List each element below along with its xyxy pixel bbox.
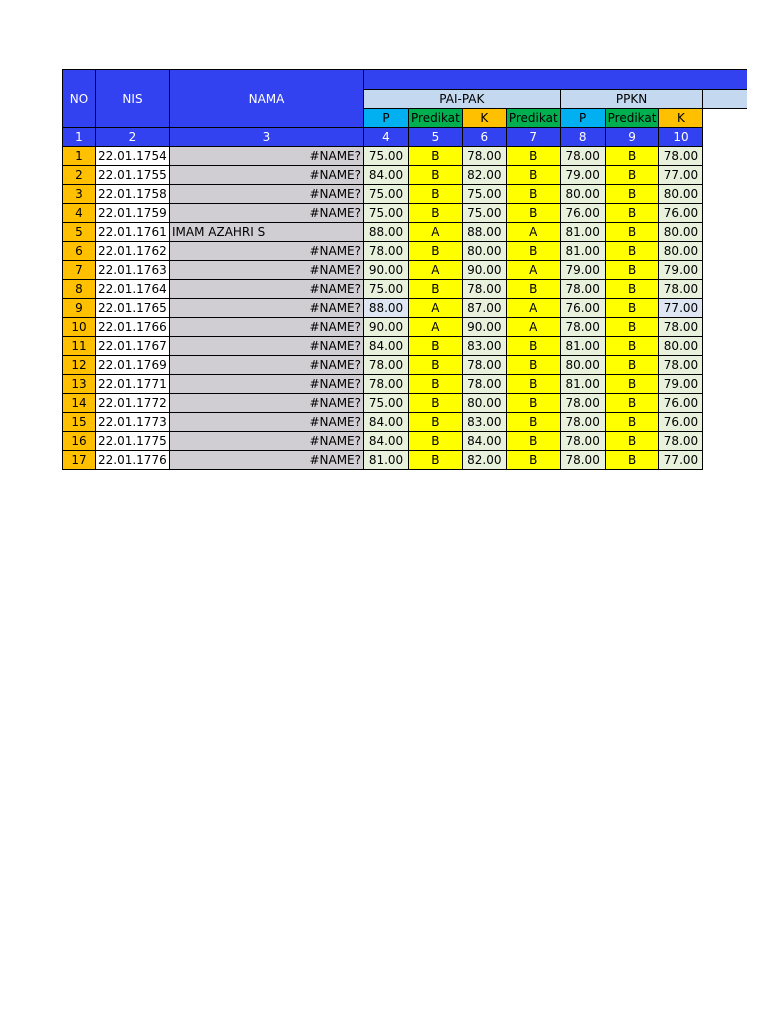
table-row	[63, 394, 747, 413]
score-k-ppkn[interactable]: 77.00	[659, 299, 703, 318]
score-k-pai[interactable]: 82.00	[462, 451, 506, 470]
score-p-pai[interactable]: 78.00	[364, 356, 409, 375]
col-number: 7	[506, 128, 560, 147]
score-p-ppkn[interactable]: 80.00	[560, 356, 605, 375]
col-number: 8	[560, 128, 605, 147]
predikat-k-pai[interactable]: A	[506, 223, 560, 242]
score-p-pai[interactable]: 75.00	[364, 147, 409, 166]
score-k-pai[interactable]: 80.00	[462, 394, 506, 413]
predikat-p-pai[interactable]: B	[409, 375, 463, 394]
empty-cell	[703, 356, 747, 375]
score-p-ppkn[interactable]: 78.00	[560, 451, 605, 470]
predikat-p-pai[interactable]: B	[409, 204, 463, 223]
nis-cell[interactable]: 22.01.1754	[96, 147, 170, 166]
predikat-p-ppkn[interactable]: B	[605, 185, 659, 204]
nis-cell[interactable]: 22.01.1769	[96, 356, 170, 375]
predikat-k-pai[interactable]: B	[506, 432, 560, 451]
score-k-ppkn[interactable]: 80.00	[659, 337, 703, 356]
table-row	[63, 318, 747, 337]
row-number[interactable]: 4	[63, 204, 96, 223]
score-k-ppkn[interactable]: 76.00	[659, 413, 703, 432]
predikat-p-pai[interactable]: A	[409, 299, 463, 318]
score-p-pai[interactable]: 75.00	[364, 185, 409, 204]
score-p-pai[interactable]: 78.00	[364, 375, 409, 394]
nis-cell[interactable]: 22.01.1761	[96, 223, 170, 242]
predikat-k-pai[interactable]: B	[506, 166, 560, 185]
row-number[interactable]: 9	[63, 299, 96, 318]
score-k-ppkn[interactable]: 79.00	[659, 375, 703, 394]
nis-cell[interactable]: 22.01.1773	[96, 413, 170, 432]
predikat-p-pai[interactable]: B	[409, 147, 463, 166]
table-row	[63, 413, 747, 432]
score-p-ppkn[interactable]: 81.00	[560, 242, 605, 261]
empty-cell	[703, 204, 747, 223]
empty-cell	[703, 242, 747, 261]
score-k-pai[interactable]: 87.00	[462, 299, 506, 318]
table-row	[63, 261, 747, 280]
empty-cell	[703, 223, 747, 242]
predikat-p-pai[interactable]: A	[409, 223, 463, 242]
row-number[interactable]: 3	[63, 185, 96, 204]
empty-cell	[703, 147, 747, 166]
empty-cell	[703, 394, 747, 413]
nama-cell[interactable]: #NAME?	[170, 166, 364, 185]
grade-sheet	[62, 69, 747, 470]
score-p-ppkn[interactable]: 81.00	[560, 223, 605, 242]
nama-cell[interactable]: #NAME?	[170, 242, 364, 261]
score-k-ppkn[interactable]: 76.00	[659, 204, 703, 223]
predikat-p-pai[interactable]: B	[409, 451, 463, 470]
predikat-k-pai[interactable]: B	[506, 356, 560, 375]
subject-overflow	[703, 90, 747, 109]
empty-cell	[703, 185, 747, 204]
nis-cell[interactable]: 22.01.1765	[96, 299, 170, 318]
nis-cell[interactable]: 22.01.1775	[96, 432, 170, 451]
score-k-pai[interactable]: 83.00	[462, 413, 506, 432]
nis-cell[interactable]: 22.01.1759	[96, 204, 170, 223]
score-p-ppkn[interactable]: 76.00	[560, 299, 605, 318]
predikat-p-ppkn[interactable]: B	[605, 242, 659, 261]
empty-cell	[703, 337, 747, 356]
score-p-pai[interactable]: 84.00	[364, 432, 409, 451]
empty-cell	[703, 413, 747, 432]
empty-cell	[703, 451, 747, 470]
subject-ppkn: PPKN	[560, 90, 703, 109]
score-k-pai[interactable]: 78.00	[462, 147, 506, 166]
row-number[interactable]: 10	[63, 318, 96, 337]
score-p-pai[interactable]: 84.00	[364, 337, 409, 356]
score-k-ppkn[interactable]: 77.00	[659, 451, 703, 470]
empty-cell	[703, 166, 747, 185]
predikat-p-ppkn[interactable]: B	[605, 413, 659, 432]
predikat-p-pai[interactable]: B	[409, 432, 463, 451]
row-number[interactable]: 15	[63, 413, 96, 432]
col-predikat-2: Predikat	[506, 109, 560, 128]
nama-cell[interactable]: IMAM AZAHRI S	[170, 223, 364, 242]
predikat-k-pai[interactable]: B	[506, 451, 560, 470]
score-p-pai[interactable]: 90.00	[364, 318, 409, 337]
score-k-pai[interactable]: 84.00	[462, 432, 506, 451]
nama-cell[interactable]: #NAME?	[170, 356, 364, 375]
score-p-pai[interactable]: 90.00	[364, 261, 409, 280]
nama-cell[interactable]: #NAME?	[170, 394, 364, 413]
nama-cell[interactable]: #NAME?	[170, 280, 364, 299]
empty-cell	[703, 432, 747, 451]
table-row	[63, 166, 747, 185]
score-k-ppkn[interactable]: 78.00	[659, 432, 703, 451]
score-k-ppkn[interactable]: 79.00	[659, 261, 703, 280]
predikat-k-pai[interactable]: B	[506, 413, 560, 432]
predikat-p-ppkn[interactable]: B	[605, 261, 659, 280]
row-number[interactable]: 12	[63, 356, 96, 375]
table-row	[63, 375, 747, 394]
col-p-2: P	[560, 109, 605, 128]
nis-cell[interactable]: 22.01.1776	[96, 451, 170, 470]
score-k-pai[interactable]: 88.00	[462, 223, 506, 242]
predikat-p-ppkn[interactable]: B	[605, 299, 659, 318]
nama-cell[interactable]: #NAME?	[170, 185, 364, 204]
nama-cell[interactable]: #NAME?	[170, 337, 364, 356]
nama-cell[interactable]: #NAME?	[170, 299, 364, 318]
score-k-ppkn[interactable]: 78.00	[659, 356, 703, 375]
score-p-pai[interactable]: 84.00	[364, 413, 409, 432]
col-k-2: K	[659, 109, 703, 128]
table-row	[63, 337, 747, 356]
predikat-k-pai[interactable]: A	[506, 318, 560, 337]
score-k-pai[interactable]: 75.00	[462, 185, 506, 204]
predikat-p-ppkn[interactable]: B	[605, 394, 659, 413]
score-p-ppkn[interactable]: 78.00	[560, 432, 605, 451]
table-row	[63, 204, 747, 223]
predikat-k-pai[interactable]: B	[506, 242, 560, 261]
table-row	[63, 280, 747, 299]
row-number[interactable]: 16	[63, 432, 96, 451]
score-k-pai[interactable]: 82.00	[462, 166, 506, 185]
header-no: NO	[63, 70, 96, 128]
predikat-p-ppkn[interactable]: B	[605, 375, 659, 394]
score-k-pai[interactable]: 90.00	[462, 318, 506, 337]
table-row	[63, 185, 747, 204]
score-k-ppkn[interactable]: 80.00	[659, 223, 703, 242]
score-k-pai[interactable]: 80.00	[462, 242, 506, 261]
header-band	[364, 70, 747, 90]
nama-cell[interactable]: #NAME?	[170, 451, 364, 470]
nama-cell[interactable]: #NAME?	[170, 318, 364, 337]
score-k-ppkn[interactable]: 80.00	[659, 185, 703, 204]
score-p-pai[interactable]: 75.00	[364, 280, 409, 299]
score-p-ppkn[interactable]: 79.00	[560, 166, 605, 185]
nis-cell[interactable]: 22.01.1772	[96, 394, 170, 413]
predikat-p-pai[interactable]: B	[409, 166, 463, 185]
col-p-1: P	[364, 109, 409, 128]
empty-cell	[703, 280, 747, 299]
col-k-1: K	[462, 109, 506, 128]
row-number[interactable]: 6	[63, 242, 96, 261]
score-p-ppkn[interactable]: 78.00	[560, 147, 605, 166]
score-p-pai[interactable]: 78.00	[364, 242, 409, 261]
predikat-p-ppkn[interactable]: B	[605, 223, 659, 242]
predikat-k-pai[interactable]: A	[506, 261, 560, 280]
col-predikat-3: Predikat	[605, 109, 659, 128]
predikat-p-ppkn[interactable]: B	[605, 356, 659, 375]
predikat-p-ppkn[interactable]: B	[605, 318, 659, 337]
nama-cell[interactable]: #NAME?	[170, 147, 364, 166]
score-k-ppkn[interactable]: 78.00	[659, 147, 703, 166]
table-row	[63, 147, 747, 166]
row-number[interactable]: 17	[63, 451, 96, 470]
score-p-ppkn[interactable]: 81.00	[560, 337, 605, 356]
col-number: 3	[170, 128, 364, 147]
col-number: 1	[63, 128, 96, 147]
score-p-pai[interactable]: 75.00	[364, 204, 409, 223]
col-number: 4	[364, 128, 409, 147]
row-number[interactable]: 2	[63, 166, 96, 185]
score-k-ppkn[interactable]: 76.00	[659, 394, 703, 413]
table-row	[63, 299, 747, 318]
row-number[interactable]: 7	[63, 261, 96, 280]
predikat-p-ppkn[interactable]: B	[605, 166, 659, 185]
nama-cell[interactable]: #NAME?	[170, 413, 364, 432]
score-k-ppkn[interactable]: 78.00	[659, 280, 703, 299]
nama-cell[interactable]: #NAME?	[170, 204, 364, 223]
predikat-k-pai[interactable]: B	[506, 394, 560, 413]
table-row	[63, 356, 747, 375]
score-p-ppkn[interactable]: 78.00	[560, 413, 605, 432]
predikat-p-ppkn[interactable]: B	[605, 147, 659, 166]
nama-cell[interactable]: #NAME?	[170, 375, 364, 394]
col-number: 5	[409, 128, 463, 147]
predikat-p-ppkn[interactable]: B	[605, 451, 659, 470]
col-number: 6	[462, 128, 506, 147]
predikat-p-pai[interactable]: B	[409, 280, 463, 299]
nis-cell[interactable]: 22.01.1771	[96, 375, 170, 394]
nis-cell[interactable]: 22.01.1767	[96, 337, 170, 356]
score-p-pai[interactable]: 81.00	[364, 451, 409, 470]
score-p-pai[interactable]: 88.00	[364, 299, 409, 318]
table-row	[63, 242, 747, 261]
score-k-pai[interactable]: 78.00	[462, 375, 506, 394]
predikat-p-pai[interactable]: A	[409, 261, 463, 280]
score-p-ppkn[interactable]: 80.00	[560, 185, 605, 204]
nis-cell[interactable]: 22.01.1763	[96, 261, 170, 280]
nama-cell[interactable]: #NAME?	[170, 432, 364, 451]
table-row	[63, 432, 747, 451]
empty-cell	[703, 375, 747, 394]
col-predikat-1: Predikat	[409, 109, 463, 128]
header-nis: NIS	[96, 70, 170, 128]
col-number: 10	[659, 128, 703, 147]
score-k-ppkn[interactable]: 80.00	[659, 242, 703, 261]
row-number[interactable]: 14	[63, 394, 96, 413]
nama-cell[interactable]: #NAME?	[170, 261, 364, 280]
nis-cell[interactable]: 22.01.1762	[96, 242, 170, 261]
predikat-p-pai[interactable]: B	[409, 356, 463, 375]
score-k-pai[interactable]: 78.00	[462, 280, 506, 299]
nis-cell[interactable]: 22.01.1764	[96, 280, 170, 299]
row-number[interactable]: 11	[63, 337, 96, 356]
score-p-pai[interactable]: 75.00	[364, 394, 409, 413]
score-k-pai[interactable]: 90.00	[462, 261, 506, 280]
score-p-ppkn[interactable]: 76.00	[560, 204, 605, 223]
predikat-p-pai[interactable]: B	[409, 337, 463, 356]
row-number[interactable]: 1	[63, 147, 96, 166]
predikat-k-pai[interactable]: B	[506, 337, 560, 356]
predikat-k-pai[interactable]: B	[506, 185, 560, 204]
predikat-k-pai[interactable]: B	[506, 204, 560, 223]
predikat-p-pai[interactable]: A	[409, 318, 463, 337]
predikat-p-pai[interactable]: B	[409, 413, 463, 432]
row-number[interactable]: 13	[63, 375, 96, 394]
row-number[interactable]: 8	[63, 280, 96, 299]
predikat-k-pai[interactable]: B	[506, 375, 560, 394]
empty-cell	[703, 318, 747, 337]
nis-cell[interactable]: 22.01.1758	[96, 185, 170, 204]
score-p-ppkn[interactable]: 78.00	[560, 280, 605, 299]
predikat-k-pai[interactable]: A	[506, 299, 560, 318]
predikat-p-pai[interactable]: B	[409, 242, 463, 261]
empty-cell	[703, 261, 747, 280]
score-p-pai[interactable]: 88.00	[364, 223, 409, 242]
predikat-p-ppkn[interactable]: B	[605, 337, 659, 356]
header-nama: NAMA	[170, 70, 364, 128]
predikat-p-ppkn[interactable]: B	[605, 280, 659, 299]
score-k-pai[interactable]: 78.00	[462, 356, 506, 375]
empty-cell	[703, 128, 747, 147]
nis-cell[interactable]: 22.01.1755	[96, 166, 170, 185]
predikat-p-ppkn[interactable]: B	[605, 204, 659, 223]
score-k-pai[interactable]: 83.00	[462, 337, 506, 356]
score-p-ppkn[interactable]: 78.00	[560, 394, 605, 413]
col-number: 9	[605, 128, 659, 147]
score-k-ppkn[interactable]: 77.00	[659, 166, 703, 185]
score-p-ppkn[interactable]: 81.00	[560, 375, 605, 394]
empty-cell	[703, 299, 747, 318]
column-number-row	[63, 128, 747, 147]
predikat-p-pai[interactable]: B	[409, 185, 463, 204]
predikat-k-pai[interactable]: B	[506, 280, 560, 299]
score-p-ppkn[interactable]: 79.00	[560, 261, 605, 280]
score-k-pai[interactable]: 75.00	[462, 204, 506, 223]
table-row	[63, 223, 747, 242]
score-k-ppkn[interactable]: 78.00	[659, 318, 703, 337]
table-row	[63, 451, 747, 470]
score-p-ppkn[interactable]: 78.00	[560, 318, 605, 337]
col-number: 2	[96, 128, 170, 147]
predikat-k-pai[interactable]: B	[506, 147, 560, 166]
row-number[interactable]: 5	[63, 223, 96, 242]
predikat-p-pai[interactable]: B	[409, 394, 463, 413]
grade-table	[62, 69, 747, 470]
subject-pai-pak: PAI-PAK	[364, 90, 561, 109]
score-p-pai[interactable]: 84.00	[364, 166, 409, 185]
predikat-p-ppkn[interactable]: B	[605, 432, 659, 451]
nis-cell[interactable]: 22.01.1766	[96, 318, 170, 337]
empty-cell	[703, 109, 747, 128]
